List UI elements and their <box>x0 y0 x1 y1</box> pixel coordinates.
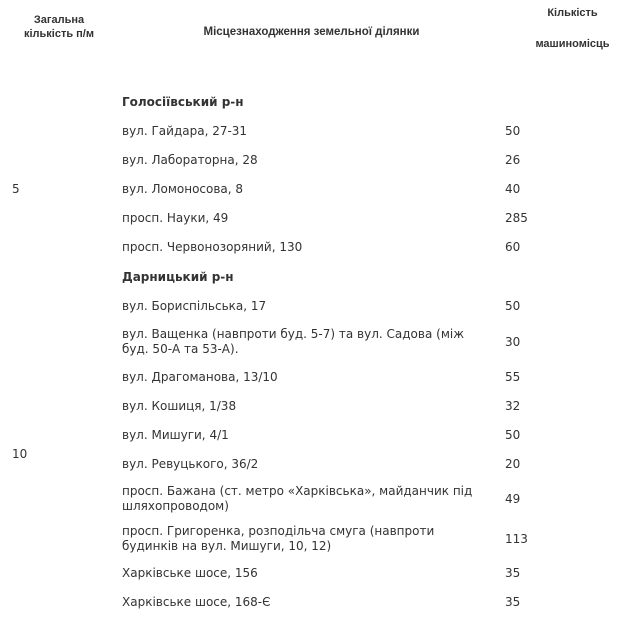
spaces-cell: 35 <box>505 566 521 580</box>
spaces-cell: 285 <box>505 211 528 225</box>
spaces-cell: 26 <box>505 153 521 167</box>
address-cell: вул. Драгоманова, 13/10 <box>122 370 278 384</box>
table-row <box>0 117 640 146</box>
address-cell: вул. Ломоносова, 8 <box>122 182 244 196</box>
spaces-cell: 32 <box>505 399 521 413</box>
spaces-cell: 35 <box>505 595 521 609</box>
address-cell: вул. Мишуги, 4/1 <box>122 428 229 442</box>
header-total <box>0 0 118 87</box>
header-spaces-line2: машиномісць <box>535 38 610 50</box>
group-total: 10 <box>12 447 28 461</box>
district-name: Голосіївський р-н <box>122 94 244 109</box>
address-cell: просп. Науки, 49 <box>122 211 229 225</box>
spaces-cell: 50 <box>505 299 521 313</box>
spaces-cell: 60 <box>505 240 521 254</box>
spaces-cell: 30 <box>505 334 521 349</box>
address-cell: просп. Григоренка, розподільча смуга (навпроти будинків на вул. Мишуги, 10, 12) <box>122 524 435 553</box>
spaces-cell: 50 <box>505 124 521 138</box>
address-cell: просп. Бажана (ст. метро «Харківська», майданчик під шляхопроводом) <box>122 484 473 513</box>
header-location: Місцезнаходження земельної ділянки <box>203 26 420 38</box>
address-cell: просп. Червонозоряний, 130 <box>122 240 303 254</box>
spaces-cell: 50 <box>505 428 521 442</box>
header-spaces <box>505 0 640 87</box>
district-name: Дарницький р-н <box>122 269 234 284</box>
address-cell: вул. Ващенка (навпроти буд. 5-7) та вул. Садова (між буд. 50-А та 53-А). <box>122 327 465 356</box>
spaces-cell: 113 <box>505 531 528 546</box>
district-row <box>0 262 640 292</box>
address-cell: Харківське шосе, 168-Є <box>122 595 271 609</box>
address-cell: вул. Гайдара, 27-31 <box>122 124 248 138</box>
address-cell: вул. Кошиця, 1/38 <box>122 399 237 413</box>
spaces-cell: 55 <box>505 370 521 384</box>
table-row <box>0 292 640 321</box>
header-spaces-line1: Кількість <box>547 7 598 19</box>
address-cell: вул. Ревуцького, 36/2 <box>122 457 259 471</box>
header-total-line1: Загальна <box>33 14 85 26</box>
table-header-row <box>0 0 640 87</box>
address-cell: вул. Лабораторна, 28 <box>122 153 258 167</box>
group-total: 5 <box>12 182 20 196</box>
spaces-cell: 40 <box>505 182 521 196</box>
district-row <box>0 87 640 117</box>
address-cell: вул. Бориспільська, 17 <box>122 299 267 313</box>
address-cell: Харківське шосе, 156 <box>122 566 258 580</box>
spaces-cell: 49 <box>505 491 521 506</box>
header-total-line2: кількість п/м <box>23 28 95 40</box>
spaces-cell: 20 <box>505 457 521 471</box>
